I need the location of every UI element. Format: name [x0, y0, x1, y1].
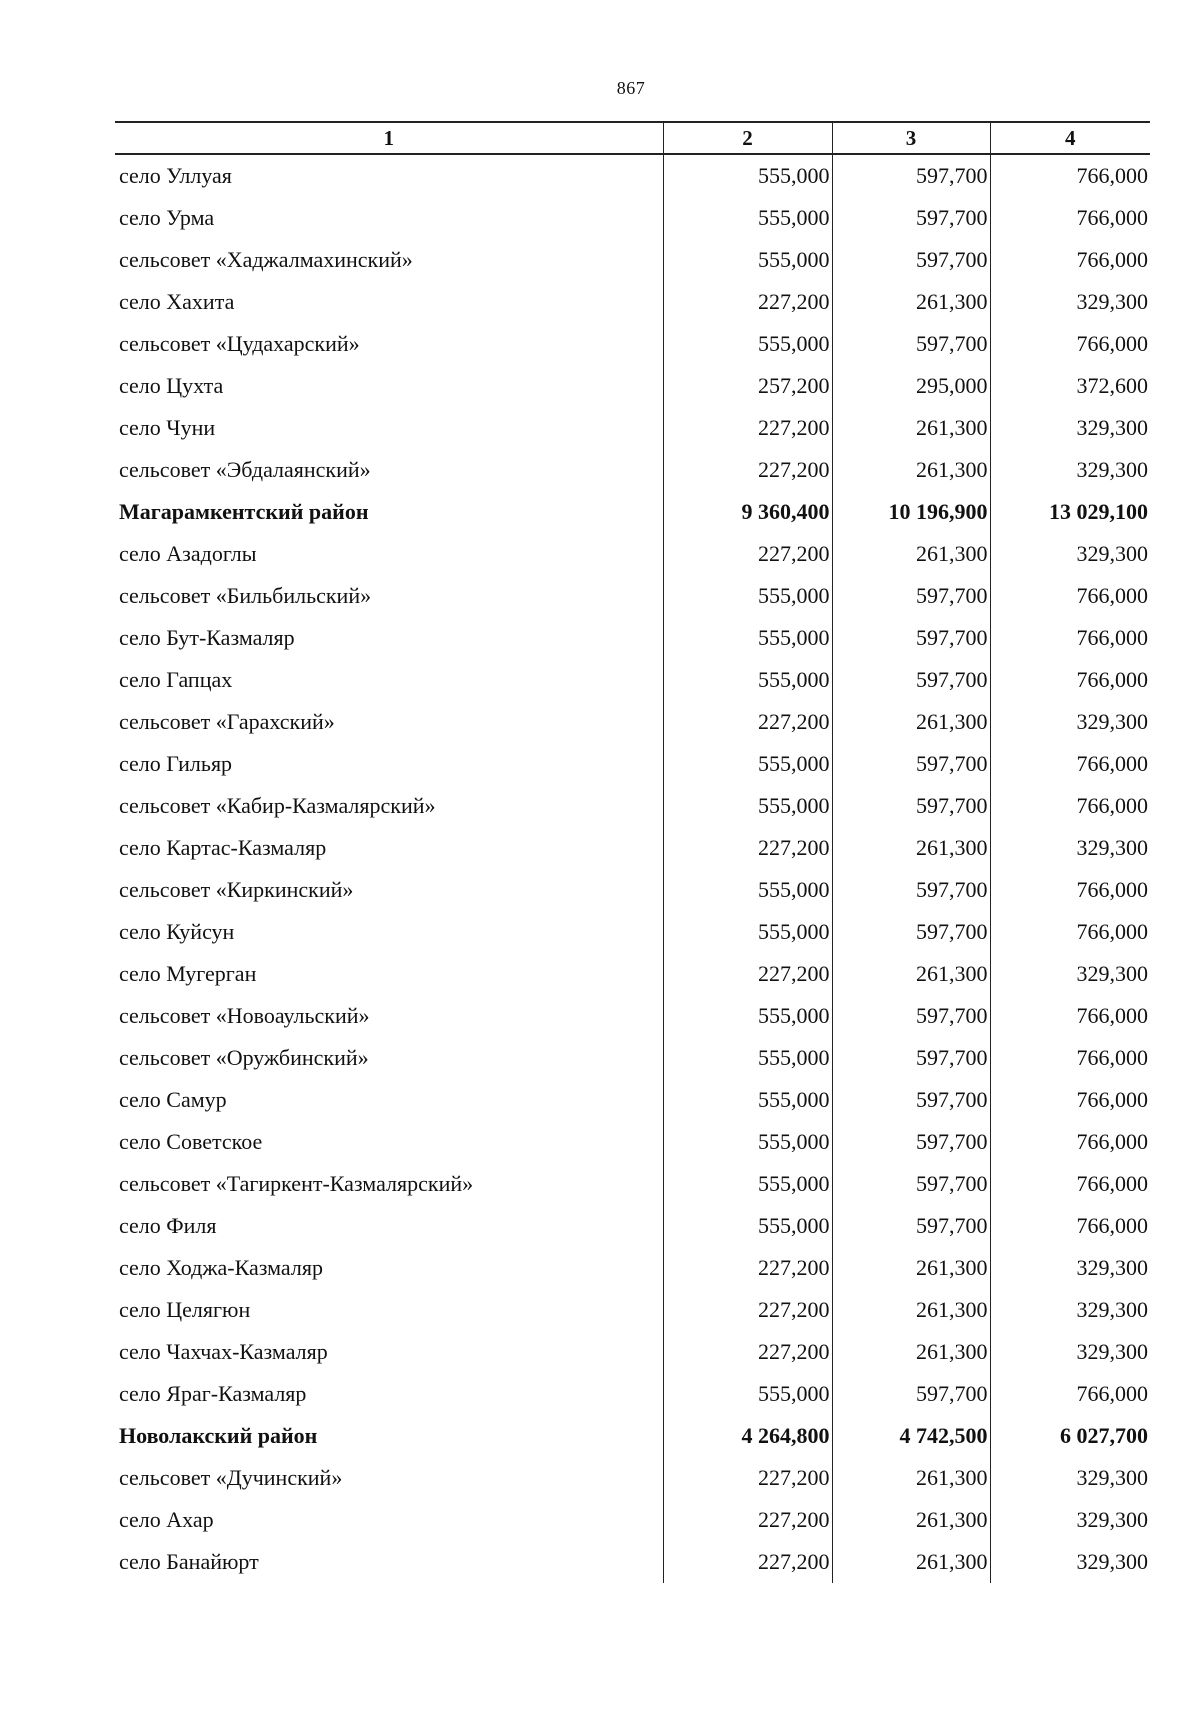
value-col-4-cell: 329,300 — [990, 533, 1150, 575]
row-name-cell: сельсовет «Эбдалаянский» — [119, 457, 371, 482]
value-col-4-cell: 766,000 — [990, 1163, 1150, 1205]
table-row — [115, 1247, 1150, 1289]
row-name-cell: село Чуни — [119, 415, 216, 440]
value-col-4-cell: 329,300 — [990, 407, 1150, 449]
table-row — [115, 1373, 1150, 1415]
row-name-cell: сельсовет «Дучинский» — [119, 1465, 343, 1490]
value-col-4-cell: 13 029,100 — [990, 491, 1150, 533]
value-col-3-cell: 261,300 — [832, 1247, 990, 1289]
row-name-cell: село Урма — [119, 205, 215, 230]
value-col-2-cell: 555,000 — [663, 911, 832, 953]
value-col-4-cell: 766,000 — [990, 575, 1150, 617]
value-col-3-cell: 597,700 — [832, 1205, 990, 1247]
value-col-2-cell: 555,000 — [663, 1205, 832, 1247]
value-col-2-cell: 555,000 — [663, 1079, 832, 1121]
value-col-3-cell: 597,700 — [832, 995, 990, 1037]
value-col-4-cell: 766,000 — [990, 154, 1150, 197]
value-col-3-cell: 261,300 — [832, 701, 990, 743]
table-row — [115, 533, 1150, 575]
value-col-2-cell: 227,200 — [663, 1541, 832, 1583]
table-header — [115, 122, 1150, 154]
value-col-2-cell: 555,000 — [663, 785, 832, 827]
value-col-4-cell: 766,000 — [990, 1079, 1150, 1121]
value-col-2-cell: 555,000 — [663, 1121, 832, 1163]
value-col-2-cell: 227,200 — [663, 1289, 832, 1331]
value-col-3-cell: 261,300 — [832, 1331, 990, 1373]
value-col-2-cell: 555,000 — [663, 617, 832, 659]
row-name-cell: село Ахар — [119, 1507, 214, 1532]
value-col-3-cell: 597,700 — [832, 197, 990, 239]
value-col-4-cell: 766,000 — [990, 995, 1150, 1037]
value-col-3-cell: 597,700 — [832, 239, 990, 281]
value-col-2-cell: 555,000 — [663, 1373, 832, 1415]
row-name-cell: сельсовет «Хаджалмахинский» — [119, 247, 413, 272]
value-col-2-cell: 4 264,800 — [663, 1415, 832, 1457]
value-col-3-cell: 261,300 — [832, 1541, 990, 1583]
value-col-4-cell: 766,000 — [990, 785, 1150, 827]
value-col-4-cell: 329,300 — [990, 1331, 1150, 1373]
value-col-4-cell: 329,300 — [990, 1457, 1150, 1499]
value-col-3-cell: 261,300 — [832, 953, 990, 995]
value-col-4-cell: 766,000 — [990, 1037, 1150, 1079]
table-row — [115, 659, 1150, 701]
value-col-2-cell: 227,200 — [663, 827, 832, 869]
value-col-4-cell: 329,300 — [990, 1499, 1150, 1541]
value-col-2-cell: 227,200 — [663, 701, 832, 743]
table-row — [115, 1541, 1150, 1583]
value-col-3-cell: 261,300 — [832, 449, 990, 491]
value-col-2-cell: 555,000 — [663, 239, 832, 281]
value-col-3-cell: 261,300 — [832, 281, 990, 323]
value-col-3-cell: 10 196,900 — [832, 491, 990, 533]
row-name-cell: сельсовет «Цудахарский» — [119, 331, 360, 356]
row-name-cell: село Цухта — [119, 373, 224, 398]
value-col-2-cell: 227,200 — [663, 533, 832, 575]
table-row — [115, 827, 1150, 869]
row-name-cell: село Чахчах-Казмаляр — [119, 1339, 328, 1364]
value-col-3-cell: 261,300 — [832, 407, 990, 449]
value-col-2-cell: 555,000 — [663, 995, 832, 1037]
row-name-cell: сельсовет «Тагиркент-Казмалярский» — [119, 1171, 474, 1196]
table-row — [115, 869, 1150, 911]
value-col-3-cell: 261,300 — [832, 1289, 990, 1331]
value-col-3-cell: 597,700 — [832, 743, 990, 785]
value-col-2-cell: 227,200 — [663, 1499, 832, 1541]
column-header-2: 2 — [663, 122, 832, 154]
value-col-2-cell: 555,000 — [663, 659, 832, 701]
value-col-2-cell: 555,000 — [663, 869, 832, 911]
table-row — [115, 365, 1150, 407]
value-col-3-cell: 261,300 — [832, 827, 990, 869]
row-name-cell: Магарамкентский район — [119, 499, 369, 524]
value-col-4-cell: 766,000 — [990, 869, 1150, 911]
district-row — [115, 491, 1150, 533]
row-name-cell: село Картас-Казмаляр — [119, 835, 327, 860]
row-name-cell: село Азадоглы — [119, 541, 257, 566]
table-row — [115, 1331, 1150, 1373]
value-col-4-cell: 766,000 — [990, 1121, 1150, 1163]
table-row — [115, 743, 1150, 785]
row-name-cell: село Бут-Казмаляр — [119, 625, 295, 650]
value-col-3-cell: 597,700 — [832, 1163, 990, 1205]
row-name-cell: село Яраг-Казмаляр — [119, 1381, 307, 1406]
row-name-cell: село Филя — [119, 1213, 217, 1238]
value-col-2-cell: 555,000 — [663, 1163, 832, 1205]
value-col-2-cell: 227,200 — [663, 1247, 832, 1289]
value-col-4-cell: 766,000 — [990, 617, 1150, 659]
value-col-4-cell: 329,300 — [990, 1289, 1150, 1331]
value-col-4-cell: 766,000 — [990, 911, 1150, 953]
row-name-cell: сельсовет «Кабир-Казмалярский» — [119, 793, 436, 818]
value-col-4-cell: 766,000 — [990, 743, 1150, 785]
value-col-2-cell: 555,000 — [663, 154, 832, 197]
row-name-cell: село Гильяр — [119, 751, 233, 776]
value-col-4-cell: 329,300 — [990, 1541, 1150, 1583]
value-col-2-cell: 227,200 — [663, 1457, 832, 1499]
row-name-cell: сельсовет «Киркинский» — [119, 877, 354, 902]
row-name-cell: село Советское — [119, 1129, 263, 1154]
table-body — [115, 154, 1150, 1583]
page-number: 867 — [616, 78, 646, 98]
district-row — [115, 1415, 1150, 1457]
row-name-cell: сельсовет «Новоаульский» — [119, 1003, 370, 1028]
value-col-4-cell: 329,300 — [990, 953, 1150, 995]
table-row — [115, 1163, 1150, 1205]
table-row — [115, 1457, 1150, 1499]
value-col-3-cell: 597,700 — [832, 1121, 990, 1163]
value-col-2-cell: 555,000 — [663, 323, 832, 365]
table-row — [115, 617, 1150, 659]
value-col-3-cell: 597,700 — [832, 154, 990, 197]
table-row — [115, 995, 1150, 1037]
value-col-4-cell: 329,300 — [990, 827, 1150, 869]
row-name-cell: село Гапцах — [119, 667, 233, 692]
value-col-4-cell: 766,000 — [990, 197, 1150, 239]
value-col-2-cell: 227,200 — [663, 281, 832, 323]
table-row — [115, 323, 1150, 365]
value-col-3-cell: 4 742,500 — [832, 1415, 990, 1457]
value-col-2-cell: 227,200 — [663, 449, 832, 491]
value-col-3-cell: 597,700 — [832, 617, 990, 659]
value-col-3-cell: 597,700 — [832, 1037, 990, 1079]
column-header-4: 4 — [990, 122, 1150, 154]
value-col-4-cell: 329,300 — [990, 449, 1150, 491]
table-row — [115, 785, 1150, 827]
value-col-3-cell: 597,700 — [832, 869, 990, 911]
row-name-cell: село Ходжа-Казмаляр — [119, 1255, 323, 1280]
table-row — [115, 1289, 1150, 1331]
value-col-3-cell: 261,300 — [832, 1499, 990, 1541]
table-row — [115, 281, 1150, 323]
row-name-cell: Новолакский район — [119, 1423, 318, 1448]
value-col-3-cell: 597,700 — [832, 1373, 990, 1415]
value-col-4-cell: 329,300 — [990, 1247, 1150, 1289]
value-col-2-cell: 555,000 — [663, 575, 832, 617]
value-col-4-cell: 766,000 — [990, 239, 1150, 281]
value-col-2-cell: 555,000 — [663, 197, 832, 239]
table-row — [115, 1037, 1150, 1079]
header-row — [115, 122, 1150, 154]
table-row — [115, 407, 1150, 449]
row-name-cell: сельсовет «Бильбильский» — [119, 583, 372, 608]
value-col-4-cell: 766,000 — [990, 323, 1150, 365]
value-col-2-cell: 257,200 — [663, 365, 832, 407]
table-row — [115, 1079, 1150, 1121]
value-col-4-cell: 766,000 — [990, 1373, 1150, 1415]
row-name-cell: село Банайюрт — [119, 1549, 259, 1574]
value-col-3-cell: 261,300 — [832, 533, 990, 575]
value-col-2-cell: 227,200 — [663, 1331, 832, 1373]
table-row — [115, 449, 1150, 491]
row-name-cell: село Самур — [119, 1087, 227, 1112]
value-col-4-cell: 372,600 — [990, 365, 1150, 407]
value-col-2-cell: 555,000 — [663, 1037, 832, 1079]
value-col-3-cell: 597,700 — [832, 785, 990, 827]
budget-table — [115, 121, 1150, 1583]
row-name-cell: село Уллуая — [119, 163, 232, 188]
value-col-3-cell: 597,700 — [832, 575, 990, 617]
value-col-2-cell: 227,200 — [663, 407, 832, 449]
value-col-4-cell: 329,300 — [990, 701, 1150, 743]
table-row — [115, 1499, 1150, 1541]
column-header-3: 3 — [832, 122, 990, 154]
value-col-2-cell: 9 360,400 — [663, 491, 832, 533]
table-row — [115, 197, 1150, 239]
table-row — [115, 154, 1150, 197]
row-name-cell: село Хахита — [119, 289, 235, 314]
value-col-2-cell: 555,000 — [663, 743, 832, 785]
row-name-cell: село Куйсун — [119, 919, 235, 944]
value-col-4-cell: 766,000 — [990, 659, 1150, 701]
value-col-3-cell: 597,700 — [832, 911, 990, 953]
table-row — [115, 1205, 1150, 1247]
table-row — [115, 701, 1150, 743]
value-col-3-cell: 295,000 — [832, 365, 990, 407]
value-col-3-cell: 261,300 — [832, 1457, 990, 1499]
table-row — [115, 953, 1150, 995]
value-col-4-cell: 766,000 — [990, 1205, 1150, 1247]
value-col-4-cell: 6 027,700 — [990, 1415, 1150, 1457]
row-name-cell: сельсовет «Гарахский» — [119, 709, 335, 734]
row-name-cell: село Целягюн — [119, 1297, 251, 1322]
table-row — [115, 575, 1150, 617]
column-header-1: 1 — [115, 122, 663, 154]
table-row — [115, 911, 1150, 953]
value-col-3-cell: 597,700 — [832, 1079, 990, 1121]
table-row — [115, 1121, 1150, 1163]
value-col-3-cell: 597,700 — [832, 323, 990, 365]
row-name-cell: сельсовет «Оружбинский» — [119, 1045, 369, 1070]
row-name-cell: село Мугерган — [119, 961, 257, 986]
table-row — [115, 239, 1150, 281]
value-col-3-cell: 597,700 — [832, 659, 990, 701]
value-col-4-cell: 329,300 — [990, 281, 1150, 323]
value-col-2-cell: 227,200 — [663, 953, 832, 995]
